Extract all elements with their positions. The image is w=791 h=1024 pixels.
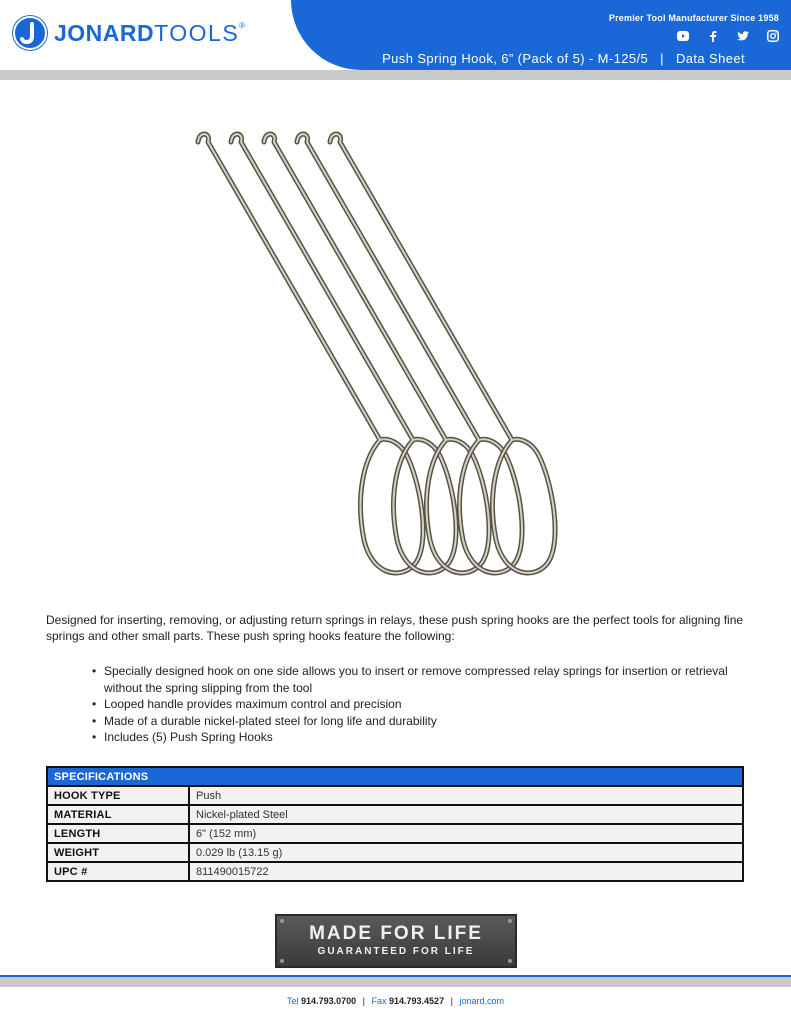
footer-contact	[0, 996, 791, 1006]
spec-value: 811490015722	[189, 862, 743, 881]
rivet-icon	[280, 959, 284, 963]
table-row	[47, 843, 743, 862]
rivet-icon	[508, 959, 512, 963]
badge-title: MADE FOR LIFE	[309, 923, 483, 944]
rivet-icon	[280, 919, 284, 923]
specifications-heading: SPECIFICATIONS	[47, 767, 743, 786]
list-item: • Made of a durable nickel-plated steel for long life and durability	[92, 713, 732, 730]
twitter-icon[interactable]	[737, 30, 749, 42]
badge-subtitle: GUARANTEED FOR LIFE	[317, 946, 475, 957]
tagline: Premier Tool Manufacturer Since 1958	[608, 13, 779, 23]
spec-value: Nickel-plated Steel	[189, 805, 743, 824]
tel-number[interactable]: 914.793.0700	[301, 996, 357, 1006]
footer-separator: |	[450, 996, 453, 1006]
brand-bold: JONARD	[54, 19, 155, 46]
spring-hook	[198, 134, 423, 573]
spec-value: 6" (152 mm)	[189, 824, 743, 843]
specifications-table	[46, 766, 744, 882]
rivet-icon	[508, 919, 512, 923]
header-divider	[0, 70, 791, 80]
list-item: • Specially designed hook on one side allows you to insert or remove compressed relay springs for insertion or retrieval without the spring slipping from the tool	[92, 663, 732, 696]
spec-key: WEIGHT	[47, 843, 189, 862]
spec-key: HOOK TYPE	[47, 786, 189, 805]
spec-value: Push	[189, 786, 743, 805]
table-row	[47, 862, 743, 881]
doc-type: Data Sheet	[675, 51, 745, 66]
instagram-icon[interactable]	[767, 30, 779, 42]
table-row	[47, 786, 743, 805]
spec-key: UPC #	[47, 862, 189, 881]
product-image	[180, 120, 620, 590]
fax-label: Fax	[371, 996, 387, 1006]
website-link[interactable]: jonard.com	[459, 996, 504, 1006]
brand-logo[interactable]	[12, 15, 246, 51]
list-item: • Includes (5) Push Spring Hooks	[92, 729, 732, 746]
tel-label: Tel	[287, 996, 299, 1006]
fax-number: 914.793.4527	[389, 996, 445, 1006]
product-title: Push Spring Hook, 6” (Pack of 5) - M-125/5	[382, 51, 649, 66]
spec-key: LENGTH	[47, 824, 189, 843]
brand-registered: ®	[239, 20, 246, 30]
page-header	[0, 0, 791, 70]
brand-light: TOOLS	[154, 19, 240, 46]
facebook-icon[interactable]	[707, 30, 719, 42]
feature-list	[92, 663, 732, 746]
product-description: Designed for inserting, removing, or adjusting return springs in relays, these push spring hooks are the perfect tools for aligning fine springs and other small parts. These push spring hooks feature the following:	[46, 613, 744, 643]
title-separator: |	[660, 51, 664, 66]
spec-key: MATERIAL	[47, 805, 189, 824]
social-links	[677, 30, 779, 42]
table-row	[47, 824, 743, 843]
table-header-row	[47, 767, 743, 786]
youtube-icon[interactable]	[677, 30, 689, 42]
footer-separator: |	[362, 996, 365, 1006]
spec-value: 0.029 lb (13.15 g)	[189, 843, 743, 862]
logo-j-icon	[12, 15, 48, 51]
list-item: • Looped handle provides maximum control and precision	[92, 696, 732, 713]
spring-hook-outline	[198, 134, 423, 573]
document-title	[382, 51, 745, 66]
brand-wordmark	[54, 19, 246, 46]
table-row	[47, 805, 743, 824]
made-for-life-badge	[275, 914, 517, 968]
footer-divider	[0, 977, 791, 987]
